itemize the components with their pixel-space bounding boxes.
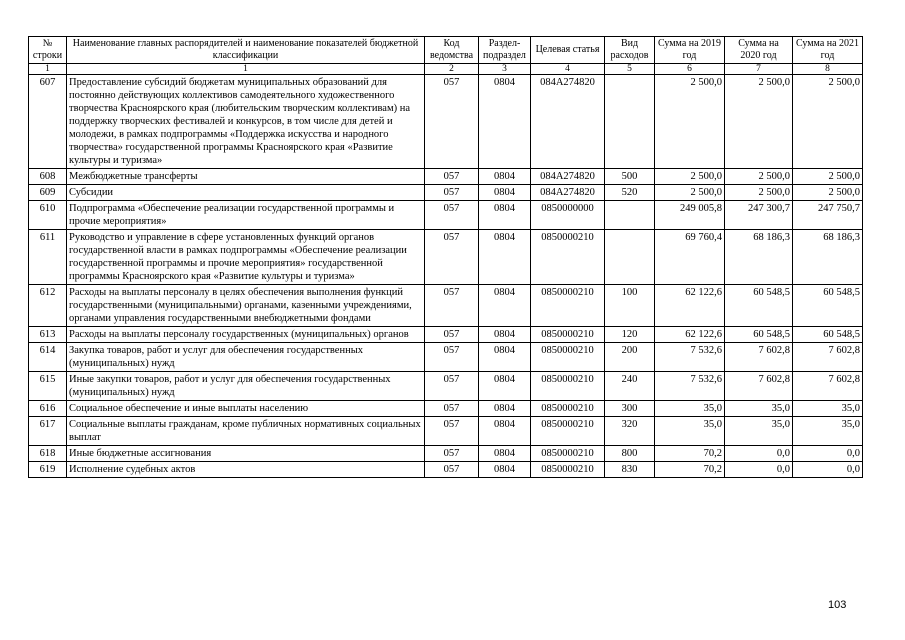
row-dept-code: 057 [425,201,479,230]
row-expense-type [605,201,655,230]
row-name: Исполнение судебных актов [67,462,425,478]
row-sum-2020: 35,0 [725,417,793,446]
row-sum-2020: 0,0 [725,462,793,478]
row-name: Иные бюджетные ассигнования [67,446,425,462]
column-number: 3 [479,64,531,75]
table-row [29,372,863,401]
row-expense-type [605,230,655,285]
row-sum-2021: 247 750,7 [793,201,863,230]
row-number: 608 [29,169,67,185]
row-name: Субсидии [67,185,425,201]
table-row [29,185,863,201]
row-number: 611 [29,230,67,285]
row-sum-2021: 2 500,0 [793,169,863,185]
row-sum-2021: 60 548,5 [793,285,863,327]
row-target-code: 0850000210 [531,285,605,327]
row-sum-2020: 60 548,5 [725,285,793,327]
row-expense-type: 830 [605,462,655,478]
row-name: Межбюджетные трансферты [67,169,425,185]
row-expense-type: 240 [605,372,655,401]
row-expense-type: 320 [605,417,655,446]
table-row [29,417,863,446]
row-section-code: 0804 [479,372,531,401]
row-sum-2020: 60 548,5 [725,327,793,343]
column-number: 1 [29,64,67,75]
row-number: 612 [29,285,67,327]
row-name: Расходы на выплаты персоналу в целях обеспечения выполнения функций государственными (муниципальными) органами, казенными учреждениями, органами управления государственными внебюджетными фондами [67,285,425,327]
row-section-code: 0804 [479,343,531,372]
header-2021: Сумма на 2021 год [793,37,863,64]
row-sum-2020: 7 602,8 [725,343,793,372]
row-sum-2020: 0,0 [725,446,793,462]
column-number: 6 [655,64,725,75]
row-name: Руководство и управление в сфере установленных функций органов государственной власти в рамках подпрограммы «Обеспечение реализации государственной программы и прочие мероприятия» государственной программы Красноярского края «Развитие культуры и туризма» [67,230,425,285]
header-target: Целевая статья [531,37,605,64]
row-number: 615 [29,372,67,401]
row-sum-2021: 35,0 [793,417,863,446]
table-row [29,201,863,230]
row-number: 607 [29,75,67,169]
table-row [29,446,863,462]
table-row [29,327,863,343]
row-target-code: 0850000210 [531,446,605,462]
row-dept-code: 057 [425,230,479,285]
row-name: Расходы на выплаты персоналу государственных (муниципальных) органов [67,327,425,343]
header-2019: Сумма на 2019 год [655,37,725,64]
row-sum-2019: 62 122,6 [655,285,725,327]
row-dept-code: 057 [425,343,479,372]
row-sum-2021: 7 602,8 [793,372,863,401]
row-number: 619 [29,462,67,478]
row-sum-2019: 70,2 [655,446,725,462]
row-sum-2019: 35,0 [655,417,725,446]
row-section-code: 0804 [479,201,531,230]
header-dept: Код ведомства [425,37,479,64]
row-number: 617 [29,417,67,446]
row-name: Социальные выплаты гражданам, кроме публичных нормативных социальных выплат [67,417,425,446]
row-sum-2019: 7 532,6 [655,343,725,372]
row-sum-2021: 7 602,8 [793,343,863,372]
row-target-code: 084A274820 [531,169,605,185]
table-row [29,230,863,285]
table-row [29,401,863,417]
row-name: Закупка товаров, работ и услуг для обеспечения государственных (муниципальных) нужд [67,343,425,372]
row-sum-2020: 35,0 [725,401,793,417]
row-dept-code: 057 [425,401,479,417]
row-target-code: 0850000210 [531,417,605,446]
row-number: 613 [29,327,67,343]
row-dept-code: 057 [425,462,479,478]
row-sum-2020: 247 300,7 [725,201,793,230]
row-dept-code: 057 [425,75,479,169]
column-number: 4 [531,64,605,75]
row-sum-2020: 2 500,0 [725,75,793,169]
row-expense-type: 800 [605,446,655,462]
header-2020: Сумма на 2020 год [725,37,793,64]
row-sum-2019: 2 500,0 [655,169,725,185]
row-sum-2021: 0,0 [793,446,863,462]
table-row [29,285,863,327]
header-name: Наименование главных распорядителей и наименование показателей бюджетной классификации [67,37,425,64]
row-expense-type: 520 [605,185,655,201]
row-target-code: 0850000210 [531,401,605,417]
row-target-code: 0850000210 [531,343,605,372]
table-row [29,462,863,478]
row-name: Социальное обеспечение и иные выплаты населению [67,401,425,417]
row-sum-2021: 2 500,0 [793,75,863,169]
row-sum-2019: 70,2 [655,462,725,478]
row-sum-2021: 0,0 [793,462,863,478]
row-expense-type: 100 [605,285,655,327]
row-target-code: 0850000210 [531,372,605,401]
row-section-code: 0804 [479,401,531,417]
header-type: Вид расходов [605,37,655,64]
row-sum-2020: 7 602,8 [725,372,793,401]
row-target-code: 084A274820 [531,75,605,169]
row-expense-type: 120 [605,327,655,343]
row-section-code: 0804 [479,169,531,185]
row-target-code: 0850000210 [531,462,605,478]
header-num: № строки [29,37,67,64]
header-row [29,37,863,64]
row-name: Предоставление субсидий бюджетам муниципальных образований для постоянно действующих коллективов самодеятельного художественного творчества Красноярского края (любительским творческим коллективам) на поддержку творческих фестивалей и конкурсов, в том числе для детей и молодежи, в рамках подпрограммы «Поддержка искусства и народного творчества» государственной программы Красноярского края «Развитие культуры и туризма» [67,75,425,169]
row-expense-type [605,75,655,169]
row-sum-2021: 35,0 [793,401,863,417]
header-section: Раздел-подраздел [479,37,531,64]
row-section-code: 0804 [479,446,531,462]
column-number: 2 [425,64,479,75]
row-number: 616 [29,401,67,417]
row-sum-2019: 35,0 [655,401,725,417]
row-number: 618 [29,446,67,462]
row-sum-2019: 69 760,4 [655,230,725,285]
row-sum-2020: 2 500,0 [725,169,793,185]
column-number-row [29,64,863,75]
row-number: 614 [29,343,67,372]
row-expense-type: 200 [605,343,655,372]
table-row [29,75,863,169]
row-sum-2020: 68 186,3 [725,230,793,285]
table-row [29,169,863,185]
row-sum-2019: 249 005,8 [655,201,725,230]
row-sum-2021: 2 500,0 [793,185,863,201]
row-expense-type: 300 [605,401,655,417]
row-target-code: 0850000210 [531,230,605,285]
column-number: 5 [605,64,655,75]
row-target-code: 0850000000 [531,201,605,230]
row-sum-2019: 2 500,0 [655,185,725,201]
row-section-code: 0804 [479,327,531,343]
column-number: 8 [793,64,863,75]
row-name: Подпрограмма «Обеспечение реализации государственной программы и прочие мероприятия» [67,201,425,230]
column-number: 7 [725,64,793,75]
budget-table [28,36,863,478]
row-number: 610 [29,201,67,230]
row-dept-code: 057 [425,285,479,327]
row-section-code: 0804 [479,417,531,446]
row-dept-code: 057 [425,446,479,462]
table-row [29,343,863,372]
row-name: Иные закупки товаров, работ и услуг для обеспечения государственных (муниципальных) нужд [67,372,425,401]
row-dept-code: 057 [425,327,479,343]
row-dept-code: 057 [425,372,479,401]
row-dept-code: 057 [425,185,479,201]
row-section-code: 0804 [479,230,531,285]
row-sum-2021: 68 186,3 [793,230,863,285]
row-sum-2019: 2 500,0 [655,75,725,169]
row-section-code: 0804 [479,285,531,327]
page-number: 103 [828,599,847,611]
row-dept-code: 057 [425,417,479,446]
row-target-code: 084A274820 [531,185,605,201]
row-sum-2021: 60 548,5 [793,327,863,343]
row-section-code: 0804 [479,462,531,478]
row-section-code: 0804 [479,185,531,201]
row-sum-2019: 7 532,6 [655,372,725,401]
column-number: 1 [67,64,425,75]
row-target-code: 0850000210 [531,327,605,343]
row-number: 609 [29,185,67,201]
row-sum-2019: 62 122,6 [655,327,725,343]
row-sum-2020: 2 500,0 [725,185,793,201]
row-expense-type: 500 [605,169,655,185]
row-section-code: 0804 [479,75,531,169]
row-dept-code: 057 [425,169,479,185]
